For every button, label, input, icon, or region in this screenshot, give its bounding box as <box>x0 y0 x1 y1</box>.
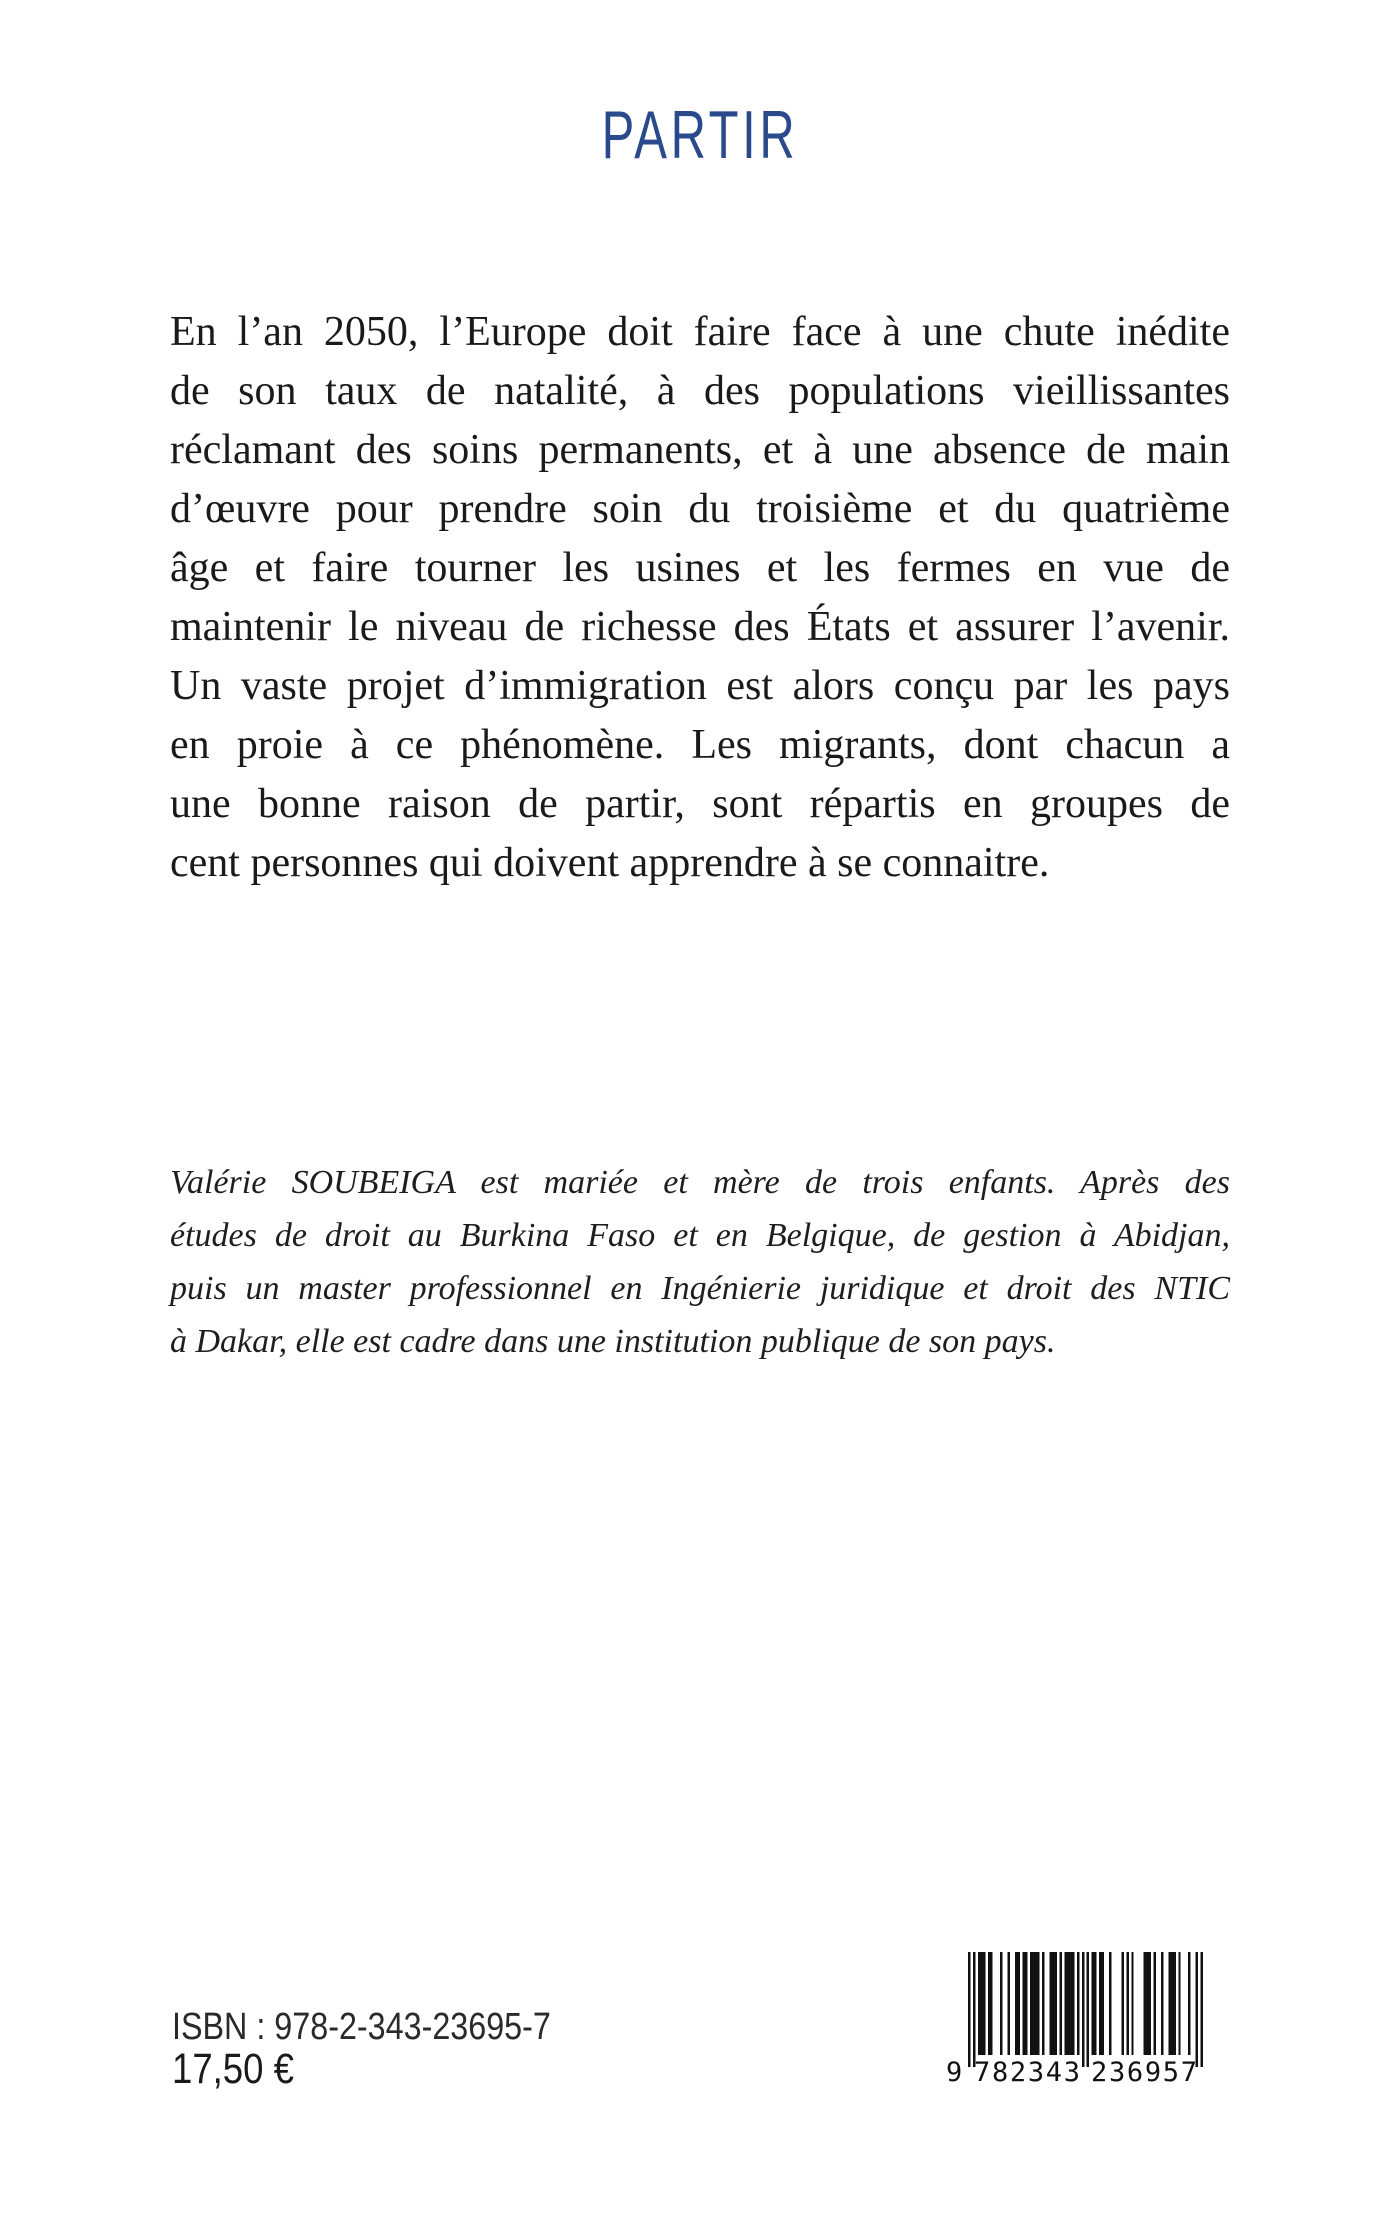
text-line: réclamant des soins permanents, et à une absence de main <box>170 427 1230 473</box>
text-line: Un vaste projet d’immigration est alors conçu par les pays <box>170 663 1230 709</box>
text-line: puis un master professionnel en Ingénierie juridique et droit des NTIC <box>170 1270 1230 1307</box>
text-line: cent personnes qui doivent apprendre à se connaitre. <box>170 840 1050 886</box>
barcode-digits <box>946 2057 1203 2088</box>
text-line: Valérie SOUBEIGA est mariée et mère de trois enfants. Après des <box>170 1164 1230 1201</box>
text-line: En l’an 2050, l’Europe doit faire face à une chute inédite <box>170 309 1230 355</box>
text-line: maintenir le niveau de richesse des États et assurer l’avenir. <box>170 604 1230 650</box>
text-line: de son taux de natalité, à des populations vieillissantes <box>170 368 1230 414</box>
text-line: en proie à ce phénomène. Les migrants, dont chacun a <box>170 722 1230 768</box>
synopsis-paragraph <box>170 303 1230 893</box>
barcode-digit-group: 2 3 6 9 5 7 <box>1091 2057 1197 2088</box>
text-line: une bonne raison de partir, sont répartis en groupes de <box>170 781 1230 827</box>
isbn-text: ISBN : 978-2-343-23695-7 <box>172 2006 551 2048</box>
barcode-bars <box>968 1952 1203 2067</box>
author-bio <box>170 1156 1230 1368</box>
book-title: PARTIR <box>601 97 799 173</box>
barcode-digit-group: 9 <box>946 2057 963 2088</box>
text-line: âge et faire tourner les usines et les fermes en vue de <box>170 545 1230 591</box>
text-line: à Dakar, elle est cadre dans une institution publique de son pays. <box>170 1323 1056 1360</box>
text-line: études de droit au Burkina Faso et en Belgique, de gestion à Abidjan, <box>170 1217 1230 1254</box>
barcode-digit-group: 7 8 2 3 4 3 <box>974 2057 1080 2088</box>
price-text: 17,50 € <box>172 2045 294 2093</box>
text-line: d’œuvre pour prendre soin du troisième et du quatrième <box>170 486 1230 532</box>
barcode <box>946 1952 1203 2088</box>
